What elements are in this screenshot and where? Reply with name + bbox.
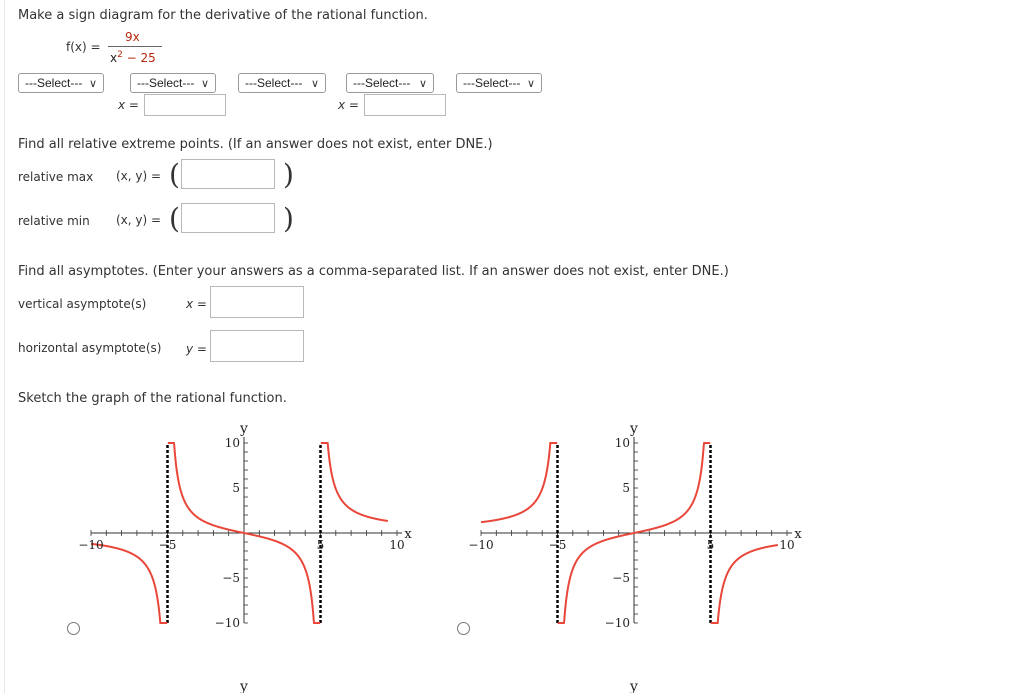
chevron-down-icon: ∨ <box>310 77 319 90</box>
y-axis-label: y <box>630 421 638 437</box>
relative-min-xy-label: (x, y) = <box>116 213 162 227</box>
relative-max-open-paren: ( <box>169 158 180 191</box>
y-tick-label: −10 <box>604 616 630 630</box>
sign-select-4[interactable]: ---Select--- ∨ <box>346 73 434 93</box>
extrema-instruction: Find all relative extreme points. (If an answer does not exist, enter DNE.) <box>18 137 493 152</box>
x-axis-label: x <box>404 527 412 542</box>
sign-select-1[interactable]: ---Select--- ∨ <box>18 73 104 93</box>
graph-bottom-label: y <box>630 679 638 693</box>
x-tick-label: 5 <box>706 538 715 552</box>
x-tick-label: −10 <box>78 538 104 552</box>
relative-min-open-paren: ( <box>169 202 180 235</box>
critical-x-input-1[interactable] <box>144 94 226 116</box>
x-tick-label: −5 <box>548 538 567 552</box>
y-tick-label: 5 <box>622 481 630 495</box>
x-tick-label: 10 <box>779 538 795 552</box>
horizontal-asymptote-label: horizontal asymptote(s) <box>18 341 162 355</box>
y-tick-label: 10 <box>614 436 630 450</box>
chevron-down-icon: ∨ <box>200 77 209 90</box>
critical-x-label-1: x = <box>118 98 139 112</box>
function-label: f(x) = <box>66 40 101 54</box>
x-axis-label: x <box>794 527 802 542</box>
y-tick-label: 5 <box>232 481 240 495</box>
y-tick-label: 10 <box>224 436 240 450</box>
y-tick-label: −10 <box>214 616 240 630</box>
x-tick-label: 5 <box>316 538 325 552</box>
function-fraction <box>106 30 166 70</box>
function-curve <box>321 443 388 521</box>
graph-option-2[interactable] <box>390 405 810 693</box>
fraction-bar <box>108 46 162 47</box>
chevron-down-icon: ∨ <box>526 77 535 90</box>
vertical-asymptote-input[interactable] <box>210 286 304 318</box>
chevron-down-icon: ∨ <box>88 77 97 90</box>
sign-select-3[interactable]: ---Select--- ∨ <box>238 73 326 93</box>
graph-bottom-label: y <box>240 679 248 693</box>
graph-instruction: Sketch the graph of the rational function. <box>18 391 287 406</box>
relative-max-input[interactable] <box>181 159 275 189</box>
relative-min-close-paren: ) <box>283 202 294 235</box>
relative-max-label: relative max <box>18 170 94 184</box>
question-prompt: Make a sign diagram for the derivative of the rational function. <box>18 8 428 23</box>
function-numerator: 9x <box>125 30 140 44</box>
chevron-down-icon: ∨ <box>418 77 427 90</box>
horizontal-asymptote-input[interactable] <box>210 330 304 362</box>
sign-select-2[interactable]: ---Select--- ∨ <box>130 73 216 93</box>
relative-min-input[interactable] <box>181 203 275 233</box>
relative-max-close-paren: ) <box>283 158 294 191</box>
relative-min-label: relative min <box>18 214 90 228</box>
horizontal-asymptote-var: y = <box>186 342 207 356</box>
y-tick-label: −5 <box>612 571 630 585</box>
vertical-asymptote-var: x = <box>186 297 207 311</box>
relative-max-xy-label: (x, y) = <box>116 169 162 183</box>
function-curve <box>481 443 557 522</box>
critical-x-input-2[interactable] <box>364 94 446 116</box>
critical-x-label-2: x = <box>338 98 359 112</box>
graph-option-1[interactable] <box>0 405 420 693</box>
x-tick-label: −10 <box>468 538 494 552</box>
y-axis-label: y <box>240 421 248 437</box>
function-denominator: $x^2 - 25$ <box>110 50 156 65</box>
asymptotes-instruction: Find all asymptotes. (Enter your answers as a comma-separated list. If an answer does not exist, enter DNE.) <box>18 264 729 279</box>
y-tick-label: −5 <box>222 571 240 585</box>
function-curve <box>91 544 167 623</box>
function-curve <box>711 545 778 623</box>
sign-select-5[interactable]: ---Select--- ∨ <box>456 73 542 93</box>
x-tick-label: 10 <box>389 538 405 552</box>
x-tick-label: −5 <box>158 538 177 552</box>
vertical-asymptote-label: vertical asymptote(s) <box>18 297 147 311</box>
